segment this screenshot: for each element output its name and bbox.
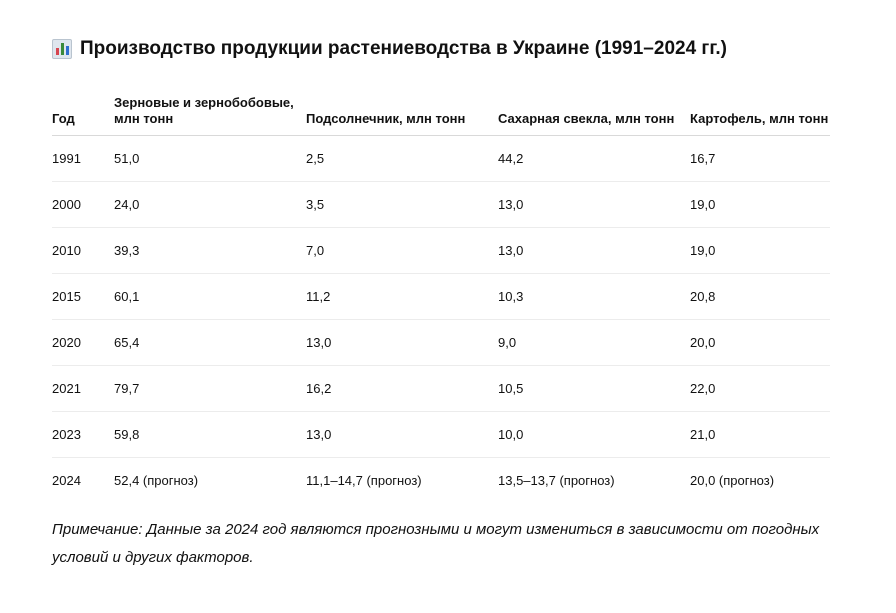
cell-sunflower: 2,5 [306,135,498,181]
cell-sunflower: 13,0 [306,411,498,457]
header-year: Год [52,77,114,135]
header-sugar-beet: Сахарная свекла, млн тонн [498,77,690,135]
cell-potato: 22,0 [690,365,830,411]
cell-potato: 19,0 [690,227,830,273]
cell-sugar-beet: 13,5–13,7 (прогноз) [498,472,615,488]
table-row [52,365,830,411]
cell-sunflower: 7,0 [306,227,498,273]
cell-sugar-beet: 9,0 [498,319,690,365]
table-row [52,457,830,503]
page-title [52,36,852,62]
cell-year: 2024 [52,472,81,488]
cell-sugar-beet: 10,0 [498,411,690,457]
cell-sugar-beet: 10,3 [498,273,690,319]
table-row [52,181,830,227]
cell-sunflower: 16,2 [306,365,498,411]
cell-sunflower: 3,5 [306,181,498,227]
table-row [52,273,830,319]
header-potato: Картофель, млн тонн [690,77,830,135]
production-table [52,77,830,503]
cell-potato: 20,0 (прогноз) [690,472,775,488]
cell-year: 2021 [52,365,114,411]
cell-sugar-beet: 44,2 [498,135,690,181]
cell-potato: 16,7 [690,135,830,181]
cell-year: 2015 [52,273,114,319]
cell-grain: 39,3 [114,227,306,273]
table-row [52,319,830,365]
page-title-text: Производство продукции растениеводства в Украине (1991–2024 гг.) [80,38,727,59]
header-grain: Зерновые и зернобобовые, млн тонн [114,77,306,135]
table-row [52,227,830,273]
cell-year: 2000 [52,181,114,227]
table-header-row [52,77,830,135]
cell-year: 2020 [52,319,114,365]
cell-sugar-beet: 13,0 [498,227,690,273]
cell-sunflower: 13,0 [306,319,498,365]
cell-potato: 20,0 [690,319,830,365]
cell-year: 1991 [52,135,114,181]
cell-grain: 24,0 [114,181,306,227]
cell-grain: 52,4 (прогноз) [114,472,199,488]
cell-sugar-beet: 10,5 [498,365,690,411]
cell-sunflower: 11,2 [306,273,498,319]
header-sunflower: Подсолнечник, млн тонн [306,77,498,135]
cell-year: 2023 [52,411,114,457]
cell-grain: 65,4 [114,319,306,365]
cell-grain: 60,1 [114,273,306,319]
cell-potato: 20,8 [690,273,830,319]
table-row [52,411,830,457]
cell-sugar-beet: 13,0 [498,181,690,227]
cell-potato: 21,0 [690,411,830,457]
cell-sunflower: 11,1–14,7 (прогноз) [306,472,422,488]
cell-grain: 59,8 [114,411,306,457]
cell-potato: 19,0 [690,181,830,227]
cell-year: 2010 [52,227,114,273]
cell-grain: 51,0 [114,135,306,181]
bar-chart-icon [52,39,72,59]
table-row [52,135,830,181]
cell-grain: 79,7 [114,365,306,411]
footnote: Примечание: Данные за 2024 год являются прогнозными и могут измениться в зависимости от погодных условий и других факторов. [52,521,820,566]
